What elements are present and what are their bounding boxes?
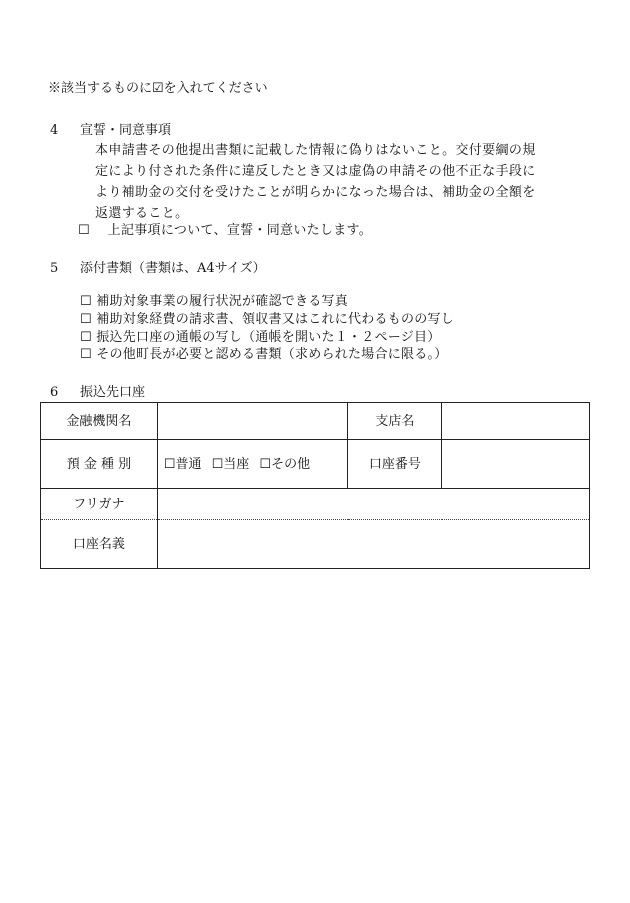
deposit-option-other[interactable]: ☐その他 bbox=[259, 456, 311, 472]
deposit-type-label: 預 金 種 別 bbox=[41, 440, 158, 489]
account-number-field[interactable] bbox=[442, 440, 590, 489]
deposit-option-current[interactable]: ☐当座 bbox=[211, 456, 250, 472]
account-holder-label: 口座名義 bbox=[41, 520, 158, 569]
section-4-heading bbox=[50, 124, 171, 137]
account-number-label: 口座番号 bbox=[348, 440, 442, 489]
attachment-checkbox[interactable]: ☐ bbox=[80, 330, 92, 345]
section-6-number: 6 bbox=[50, 385, 59, 400]
attachment-item bbox=[80, 313, 454, 326]
branch-name-field[interactable] bbox=[442, 403, 590, 440]
attachment-text: その他町長が必要と認める書類（求められた場合に限る。） bbox=[96, 347, 448, 362]
attachment-checkbox[interactable]: ☐ bbox=[80, 294, 92, 309]
declaration-line-4: 返還すること。 bbox=[95, 206, 189, 221]
furigana-label: フリガナ bbox=[41, 489, 158, 520]
section-5-number: 5 bbox=[50, 261, 59, 276]
section-6-heading bbox=[50, 386, 145, 399]
declaration-line-1: 本申請書その他提出書類に記載した情報に偽りはないこと。交付要綱の規 bbox=[95, 143, 536, 158]
attachment-item bbox=[80, 348, 448, 361]
declaration-line-3: より補助金の交付を受けたことが明らかになった場合は、補助金の全額を bbox=[95, 185, 536, 200]
agree-text: 上記事項について、宣誓・同意いたします。 bbox=[107, 223, 373, 238]
attachment-text: 補助対象経費の請求書、領収書又はこれに代わるものの写し bbox=[96, 312, 455, 327]
attachment-item bbox=[80, 295, 348, 308]
attachment-text: 補助対象事業の履行状況が確認できる写真 bbox=[96, 294, 349, 309]
deposit-option-ordinary[interactable]: ☐普通 bbox=[163, 456, 202, 472]
section-6-title: 振込先口座 bbox=[80, 385, 146, 400]
deposit-type-options bbox=[157, 440, 348, 489]
furigana-field[interactable] bbox=[157, 489, 589, 520]
agree-row bbox=[78, 224, 372, 237]
attachment-item bbox=[80, 331, 441, 344]
section-5-heading bbox=[50, 262, 266, 275]
declaration-line-2: 定により付された条件に違反したとき又は虚偽の申請その他不正な手段に bbox=[95, 164, 536, 179]
branch-name-label: 支店名 bbox=[348, 403, 442, 440]
attachment-checkbox[interactable]: ☐ bbox=[80, 312, 92, 327]
deposit-checkbox: ☐ bbox=[259, 456, 272, 472]
attachment-text: 振込先口座の通帳の写し（通帳を開いた１・２ページ目） bbox=[96, 330, 441, 345]
deposit-checkbox: ☐ bbox=[163, 456, 176, 472]
account-holder-field[interactable] bbox=[157, 520, 589, 569]
bank-account-table bbox=[40, 402, 590, 569]
section-4-number: 4 bbox=[50, 123, 59, 138]
bank-name-label: 金融機関名 bbox=[41, 403, 158, 440]
agree-checkbox[interactable]: ☐ bbox=[78, 223, 90, 238]
attachment-checkbox[interactable]: ☐ bbox=[80, 347, 92, 362]
deposit-checkbox: ☐ bbox=[211, 456, 224, 472]
section-5-title: 添付書類（書類は、A4サイズ） bbox=[80, 261, 266, 276]
bank-name-field[interactable] bbox=[157, 403, 348, 440]
section-4-title: 宣誓・同意事項 bbox=[80, 123, 172, 138]
instruction-note: ※該当するものに☑を入れてください bbox=[48, 81, 268, 96]
